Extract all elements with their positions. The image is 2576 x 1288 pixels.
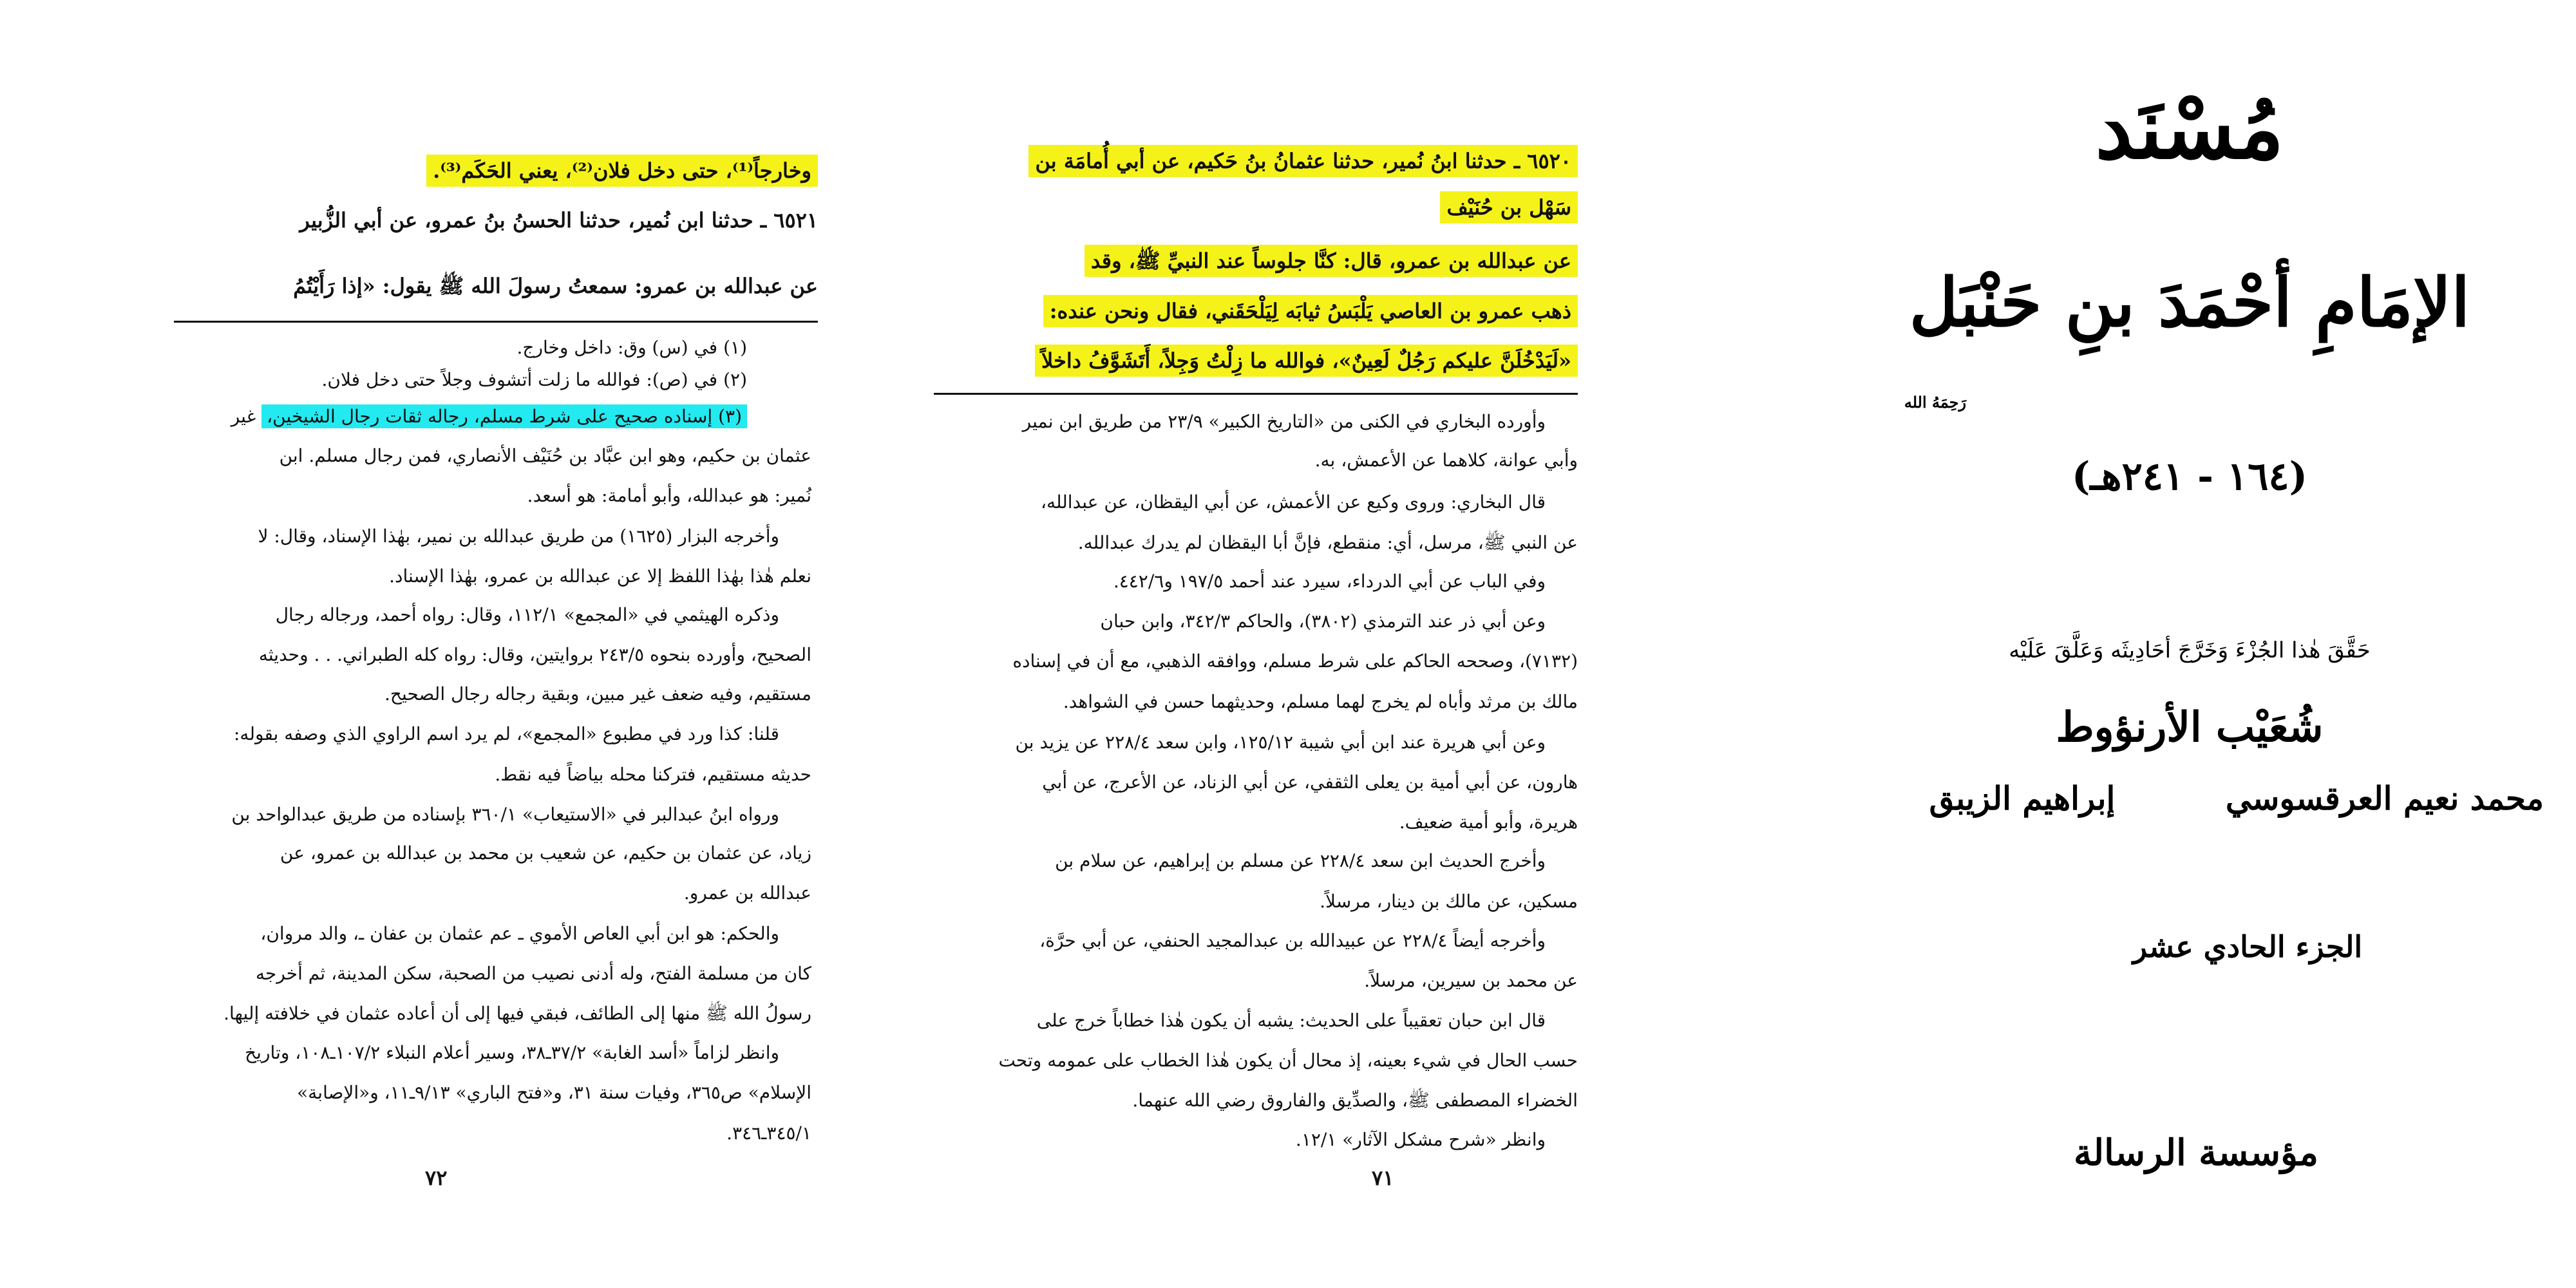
cover-publisher: مؤسسة الرسالة <box>2074 1132 2318 1174</box>
note-line: كان من مسلمة الفتح، وله أدنى نصيب من الصحبة، سكن المدينة، ثم أخرجه <box>256 963 811 984</box>
note-line: حسب الحال في شيء بعينه، إذ محال أن يكون هٰذا الخطاب على عمومه وتحت <box>998 1050 1578 1071</box>
note-line: ورواه ابنُ عبدالبر في «الاستيعاب» ٣٦٠/١ بإسناده من طريق عبدالواحد بن <box>231 804 779 825</box>
note-line: عن محمد بن سيرين، مرسلاً. <box>1364 970 1578 991</box>
note-line: والحكم: هو ابن أبي العاص الأموي ـ عم عثمان بن عفان ـ، والد مروان، <box>260 923 779 944</box>
highlighted-text: ٦٥٢٠ ـ حدثنا ابنُ نُمير، حدثنا عثمانُ بنُ حَكيم، عن أبي أُمامَة بن <box>1028 145 1578 177</box>
middle-page-top-line-1 <box>1028 135 1578 187</box>
note-line: وفي الباب عن أبي الدرداء، سيرد عند أحمد ١٩٧/٥ و٤٤٢/٦. <box>1113 571 1546 592</box>
note-line: زياد، عن عثمان بن حكيم، عن شعيب بن محمد بن عبدالله بن عمرو، عن <box>279 842 811 864</box>
cover-volume: الجزء الحادي عشر <box>2132 929 2363 964</box>
cover-title-musnad: مُسْنَد <box>2095 79 2284 178</box>
note-line: عثمان بن حكيم، وهو ابن عبَّاد بن حُنَيْف الأنصاري، فمن رجال مسلم. ابن <box>279 445 811 466</box>
footnote-separator <box>174 321 818 323</box>
left-page-top-line-2: ٦٥٢١ ـ حدثنا ابن نُمير، حدثنا الحسنُ بنُ عمرو، عن أبي الزُّبير <box>299 208 818 232</box>
note-line: نعلم هٰذا بهٰذا اللفظ إلا عن عبدالله بن عمرو، بهٰذا الإسناد. <box>389 565 811 587</box>
highlighted-text: «لَيَدْخُلَنَّ عليكم رَجُلٌ لَعِينٌ»، فوالله ما زِلْتُ وَجِلاً، أَتَشَوَّفُ داخلاً <box>1035 345 1578 377</box>
cover-editor-left: إبراهيم الزيبق <box>1929 779 2116 817</box>
note-line: وأخرجه أيضاً ٢٢٨/٤ عن عبيدالله بن عبدالمجيد الحنفي، عن أبي حرَّة، <box>1039 930 1546 951</box>
note-line: وأخرجه البزار (١٦٢٥) من طريق عبدالله بن نمير، بهٰذا الإسناد، وقال: لا <box>258 526 779 547</box>
note-line: نُمير: هو عبدالله، وأبو أمامة: هو أسعد. <box>527 485 811 506</box>
note-line: وأورده البخاري في الكنى من «التاريخ الكبير» ٢٣/٩ من طريق ابن نمير <box>1022 411 1546 432</box>
note-line: وانظر «شرح مشكل الآثار» ١٢/١. <box>1295 1129 1546 1150</box>
note-line: وعن أبي هريرة عند ابن أبي شيبة ١٢٥/١٢، وابن سعد ٢٢٨/٤ عن يزيد بن <box>1015 732 1546 753</box>
note-line: ٣٤٥/١ـ٣٤٦. <box>726 1122 811 1144</box>
note-line: الإسلام» ص٣٦٥، وفيات سنة ٣١، و«فتح الباري» ٩/١٣ـ١١، و«الإصابة» <box>297 1082 811 1103</box>
cover-title-honorific: رَحِمَهُ الله <box>1904 393 1967 412</box>
cover-credit: حَقَّقَ هٰذا الجُزْءَ وَخَرَّجَ أحَادِيثَه وَعَلَّقَ عَلَيْه <box>2009 638 2371 663</box>
middle-page-top-line-4 <box>1043 285 1578 337</box>
middle-page-top-line-5 <box>1035 335 1578 386</box>
note-line: وعن أبي ذر عند الترمذي (٣٨٠٢)، والحاكم ٣٤٢/٣، وابن حبان <box>1100 611 1546 632</box>
left-page-top-line-3: عن عبدالله بن عمرو: سمعتُ رسولَ الله ﷺ يقول: «إذا رَأَيْتُمُ <box>293 274 818 298</box>
note-line: حديثه مستقيم، فتركنا محله بياضاً فيه نقط. <box>495 764 811 785</box>
cover-title-imam-ahmad: الإمَامِ أحْمَدَ بنِ حَنْبَل <box>1909 263 2470 342</box>
note-line: رسولُ الله ﷺ منها إلى الطائف، فبقي فيها إلى أن أعاده عثمان في خلافته إليها. <box>223 1003 811 1024</box>
middle-page-top-line-2 <box>1440 182 1578 233</box>
note-line: مسكين، عن مالك بن دينار، مرسلاً. <box>1320 891 1578 912</box>
footnote-2: (٢) في (ص): فوالله ما زلت أتشوف وجلاً حتى دخل فلان. <box>321 369 747 390</box>
cover-editor-right: محمد نعيم العرقسوسي <box>2225 779 2544 817</box>
cover-editor-main: شُعَيْب الأرنؤوط <box>2056 703 2324 752</box>
note-line: قال ابن حبان تعقيباً على الحديث: يشبه أن يكون هٰذا خطاباً خرج على <box>1036 1010 1546 1031</box>
highlighted-text: ذهب عمرو بن العاصي يَلْبَسُ ثيابَه لِيَلْحَقَني، فقال ونحن عنده: <box>1043 295 1578 327</box>
note-line: عن النبي ﷺ، مرسل، أي: منقطع، فإنَّ أبا اليقظان لم يدرك عبدالله. <box>1077 532 1578 553</box>
cover-years: (١٦٤ - ٢٤١هـ) <box>2071 454 2308 499</box>
highlighted-text: وخارجاً⁽¹⁾، حتى دخل فلان⁽²⁾، يعني الحَكَم⁽³⁾. <box>426 155 818 187</box>
footnote-separator <box>934 393 1578 395</box>
highlighted-text: عن عبدالله بن عمرو، قال: كنَّا جلوساً عند النبيِّ ﷺ، وقد <box>1084 245 1578 277</box>
note-line: وأبي عوانة، كلاهما عن الأعمش، به. <box>1314 450 1578 471</box>
page-number: ٧٢ <box>425 1166 448 1190</box>
note-line: وأخرج الحديث ابن سعد ٢٢٨/٤ عن مسلم بن إبراهيم، عن سلام بن <box>1055 850 1546 871</box>
page-number: ٧١ <box>1372 1166 1394 1190</box>
middle-page-top-line-3 <box>1084 235 1578 287</box>
note-line: قلنا: كذا ورد في مطبوع «المجمع»، لم يرد اسم الراوي الذي وصفه بقوله: <box>234 723 779 744</box>
note-line: عبدالله بن عمرو. <box>683 882 811 904</box>
note-line: هارون، عن أبي أمية بن يعلى الثقفي، عن أبي الزناد، عن الأعرج، عن أبي <box>1042 772 1578 793</box>
note-line: مستقيم، وفيه ضعف غير مبين، وبقية رجاله رجال الصحيح. <box>384 683 811 705</box>
note-line: (٧١٣٢)، وصححه الحاكم على شرط مسلم، ووافقه الذهبي، مع أن في إسناده <box>1012 650 1578 672</box>
note-line: الصحيح، وأورده بنحوه ٢٤٣/٥ بروايتين، وقال: رواه كله الطبراني. . . وحديثه <box>258 644 811 665</box>
note-line: وذكره الهيثمي في «المجمع» ١١٢/١، وقال: رواه أحمد، ورجاله رجال <box>275 604 779 625</box>
note-line: هريرة، وأبو أمية ضعيف. <box>1399 811 1578 833</box>
note-line: مالك بن مرثد وأباه لم يخرج لهما مسلم، وحديثهما حسن في الشواهد. <box>1063 691 1578 712</box>
highlighted-text: سَهْل بن حُنَيْف <box>1440 191 1578 223</box>
left-page-top-line-1 <box>426 145 818 196</box>
footnote-1: (١) في (س) وق: داخل وخارج. <box>516 337 747 358</box>
footnote-3-tail: غير <box>231 406 262 427</box>
highlighted-text-cyan: (٣) إسناده صحيح على شرط مسلم، رجاله ثقات رجال الشيخين، <box>261 404 747 428</box>
note-line: وانظر لزاماً «أسد الغابة» ٣٧/٢ـ٣٨، وسير أعلام النبلاء ١٠٧/٢ـ١٠٨، وتاريخ <box>245 1042 779 1063</box>
footnote-3 <box>231 401 747 433</box>
note-line: قال البخاري: وروى وكيع عن الأعمش، عن أبي اليقظان، عن عبدالله، <box>1040 491 1546 513</box>
note-line: الخضراء المصطفى ﷺ، والصدِّيق والفاروق رضي الله عنهما. <box>1132 1090 1578 1111</box>
